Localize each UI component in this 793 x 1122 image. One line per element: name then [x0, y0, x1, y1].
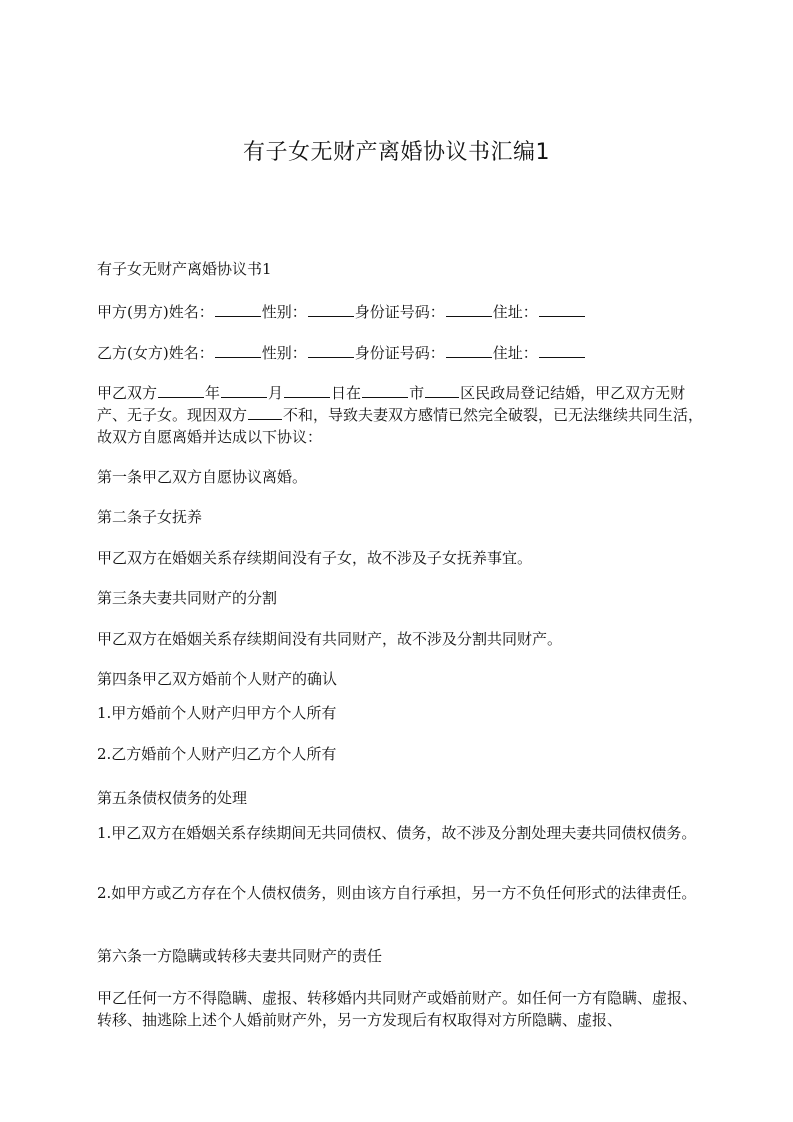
district-blank	[425, 383, 459, 398]
party-a-name-label: 甲方(男方)姓名：	[97, 303, 214, 321]
article-3-heading: 第三条夫妻共同财产的分割	[97, 589, 278, 607]
party-a-gender-blank	[308, 302, 354, 317]
party-a-gender-label: 性别：	[261, 303, 307, 321]
article-2-body: 甲乙双方在婚姻关系存续期间没有子女，故不涉及子女抚养事宜。	[97, 549, 533, 567]
day-blank	[284, 383, 330, 398]
month-blank	[221, 383, 267, 398]
year-blank	[158, 383, 204, 398]
article-5-item-1: 1.甲乙双方在婚姻关系存续期间无共同债权、债务，故不涉及分割处理夫妻共同债权债务。	[97, 824, 697, 842]
document-title: 有子女无财产离婚协议书汇编1	[243, 140, 550, 165]
party-a-line	[97, 301, 709, 323]
party-b-gender-label: 性别：	[261, 344, 307, 362]
party-b-line	[97, 342, 709, 364]
article-1: 第一条甲乙双方自愿协议离婚。	[97, 468, 308, 486]
intro-text-7: 不和，导致夫妻双方感情已然完全破裂，已无法继续共同生活，故双方自愿离婚并达成以下协议：	[97, 406, 704, 446]
article-6-body: 甲乙任何一方不得隐瞒、虚报、转移婚内共同财产或婚前财产。如任何一方有隐瞒、虚报、转移、抽逃除上述个人婚前财产外，另一方发现后有权取得对方所隐瞒、虚报、	[97, 989, 698, 1029]
article-4-item-1: 1.甲方婚前个人财产归甲方个人所有	[97, 704, 337, 722]
party-b-name-label: 乙方(女方)姓名：	[97, 344, 214, 362]
article-6-heading: 第六条一方隐瞒或转移夫妻共同财产的责任	[97, 947, 383, 965]
article-4-item-2: 2.乙方婚前个人财产归乙方个人所有	[97, 745, 337, 763]
city-blank	[362, 383, 408, 398]
party-b-address-label: 住址：	[492, 344, 538, 362]
intro-text-3: 月	[268, 384, 284, 402]
intro-text-5: 市	[409, 384, 425, 402]
article-5-heading: 第五条债权债务的处理	[97, 789, 248, 807]
article-4-heading: 第四条甲乙双方婚前个人财产的确认	[97, 670, 338, 688]
section-heading: 有子女无财产离婚协议书1	[97, 260, 272, 278]
party-a-address-label: 住址：	[492, 303, 538, 321]
party-b-id-label: 身份证号码：	[354, 344, 445, 362]
intro-paragraph	[97, 382, 709, 448]
party-a-address-blank	[539, 302, 585, 317]
party-b-gender-blank	[308, 343, 354, 358]
party-a-id-blank	[446, 302, 492, 317]
reason-blank	[248, 405, 282, 420]
intro-text-2: 年	[205, 384, 221, 402]
intro-text-1: 甲乙双方	[97, 384, 158, 402]
intro-text-4: 日在	[331, 384, 362, 402]
party-b-id-blank	[446, 343, 492, 358]
party-a-id-label: 身份证号码：	[354, 303, 445, 321]
article-3-body: 甲乙双方在婚姻关系存续期间没有共同财产，故不涉及分割共同财产。	[97, 630, 563, 648]
party-b-address-blank	[539, 343, 585, 358]
party-b-name-blank	[215, 343, 261, 358]
article-2-heading: 第二条子女抚养	[97, 508, 203, 526]
article-5-item-2: 2.如甲方或乙方存在个人债权债务，则由该方自行承担，另一方不负任何形式的法律责任。	[97, 884, 697, 902]
intro-text-6: 区民政局登记结婚，甲乙双方无财产、无子女。现因双方	[97, 384, 686, 424]
party-a-name-blank	[215, 302, 261, 317]
